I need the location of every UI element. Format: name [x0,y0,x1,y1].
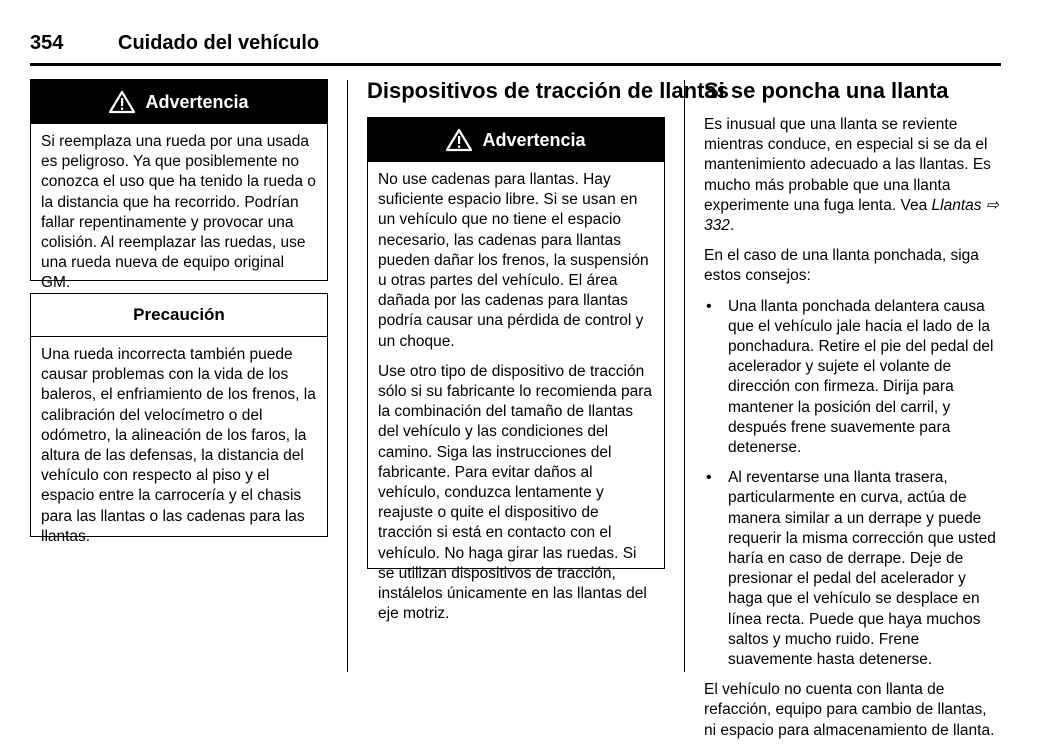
warning-body [31,124,327,304]
warning-box-header [31,80,327,124]
warning-paragraph-2: Use otro tipo de dispositivo de tracción sólo si su fabricante lo recomienda para la combinación del tamaño de llantas del vehículo y las condiciones del camino. Siga las instrucciones del fabricante. Para evitar daños al vehículo, conduzca lentamente y reajuste o quite el dispositivo de tracción si está en contacto con el vehículo. No haga girar las ruedas. Si se utilizan dispositivos de tracción, instálelos únicamente en las llantas del eje motriz. [378,362,652,623]
intro-text: Es inusual que una llanta se reviente mientras conduce, en especial si se da el mantenimiento adecuado a las llantas. Es mucho más probable que una llanta experimente una fuga lenta. Vea [704,116,991,214]
reference-text: Llantas [931,196,982,214]
intro-paragraph [704,115,1002,236]
closing-paragraph: El vehículo no cuenta con llanta de refacción, equipo para cambio de llantas, ni espacio para almacenamiento de llanta. [704,681,995,739]
reference-arrow-icon: ⇨ [985,196,999,214]
warning-text: Si reemplaza una rueda por una usada es peligroso. Ya que posiblemente no conozca el uso que ha tenido la rueda o la distancia que ha recorrido. Podrían fallar repentinamente y provocar una colisión. Al reemplazar las ruedas, use una rueda nueva de equipo original GM. [41,133,316,292]
page-title: Cuidado del vehículo [118,32,320,54]
reference-page: 332 [704,217,730,235]
list-item: • Al reventarse una llanta trasera, particularmente en curva, actúa de manera similar a un derrape y puede requerir la misma corrección que usted haría en caso de derrape. Deje de presionar el pedal del acelerador y haga que el vehículo se desplace en línea recta. Puede que haya muchos saltos y mucho ruido. Frene suavemente hasta detenerse. [704,468,1002,670]
warning-triangle-icon [109,90,135,114]
warning-box-header [368,118,664,162]
warning-triangle-icon [446,128,472,152]
header-rule [30,63,1001,66]
warning-box-wheel [30,79,328,292]
column-divider-left [347,80,348,672]
warning-label: Advertencia [482,129,586,150]
warning-paragraph-1: No use cadenas para llantas. Hay suficiente espacio libre. Si se usan en un vehículo que no tiene el espacio necesario, las cadenas para llantas pueden dañar los frenos, la suspensión u otras partes del vehículo. El área dañada por las cadenas para llantas podría causar una pérdida de control y un choque. [378,171,649,350]
list-item: • Una llanta ponchada delantera causa que el vehículo jale hacia el lado de la ponchadura. Retire el pie del pedal del acelerador y sujete el volante de dirección con firmeza. Dirija para mantener la posición del carril, y después frene suavemente para detenerse. [704,297,1002,459]
section-title-traction: Dispositivos de tracción de llantas [367,78,729,103]
reference-end: . [729,217,735,235]
caution-body [31,337,327,557]
warning-box-traction [367,117,665,623]
caution-label: Precaución [133,305,225,324]
caution-text: Una rueda incorrecta también puede causar problemas con la vida de los baleros, el enfriamiento de los frenos, la calibración del velocímetro o del odómetro, la alineación de los faros, la altura de las defensas, la distancia del vehículo con respecto al piso y el espacio entre la carrocería y el chasis para las llantas o las cadenas para las llantas. [41,346,316,545]
caution-box-wheel [30,293,328,545]
page-number: 354 [30,32,64,54]
page-header [30,30,1000,64]
case-intro: En el caso de una llanta ponchada, siga estos consejos: [704,247,979,285]
tips-list [704,297,1002,671]
warning-body [368,162,664,634]
warning-label: Advertencia [145,91,249,112]
caution-box-header [31,294,327,337]
column-divider-right [684,80,685,672]
section-title-flat-tire: Si se poncha una llanta [704,78,949,103]
flat-tire-content [704,115,1002,751]
